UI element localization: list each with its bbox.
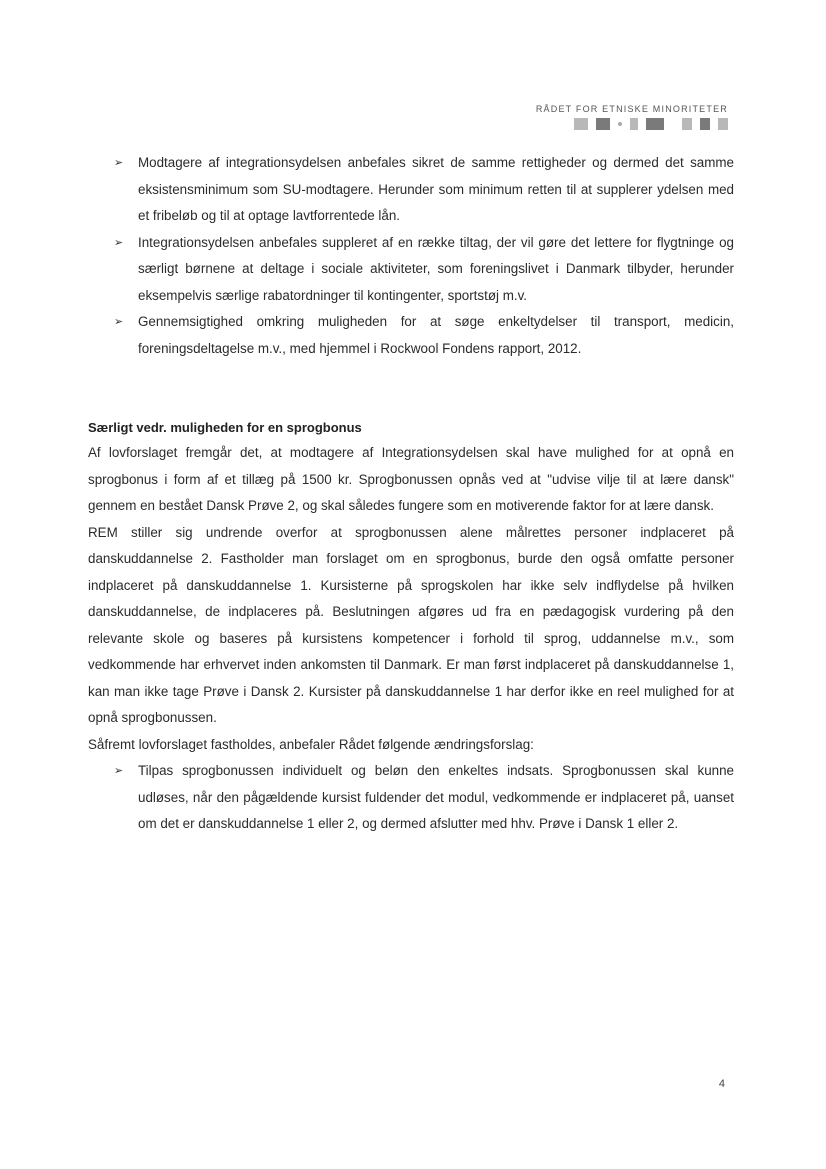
arrow-bullet-icon: ➢ (114, 765, 124, 777)
arrow-bullet-icon: ➢ (114, 157, 124, 169)
logo-block (718, 118, 728, 130)
logo-block (700, 118, 710, 130)
logo-block (630, 118, 638, 130)
list-item: ➢ Integrationsydelsen anbefales suppleret af en række tiltag, der vil gøre det lettere for flygtninge og særligt børnene at deltage i sociale aktiviteter, som foreningslivet i Danmark tilbyder, herunder eksempelvis særlige rabatordninger til kontingenter, sportstøj m.v. (88, 230, 734, 310)
logo-block (682, 118, 692, 130)
document-header (536, 104, 728, 131)
document-body (88, 150, 734, 838)
paragraph: REM stiller sig undrende overfor at sprogbonussen alene målrettes personer indplaceret på danskuddannelse 2. Fastholder man forslaget om en sprogbonus, burde den også omfatte personer indplaceret på danskuddannelse 1. Kursisterne på sprogskolen har ikke selv indflydelse på hvilken danskuddannelse, de indplaceres på. Beslutningen afgøres ud fra en pædagogisk vurdering på den relevante skole og baseres på kursistens kompetencer i forhold til sprog, uddannelse m.v., som vedkommende har erhvervet inden ankomsten til Danmark. Er man først indplaceret på danskuddannelse 1, kan man ikke tage Prøve i Dansk 2. Kursister på danskuddannelse 1 har derfor ikke en reel mulighed for at opnå sprogbonussen. (88, 524, 734, 725)
section-heading: Særligt vedr. muligheden for en sprogbonus (88, 420, 362, 435)
organization-logo-icon (536, 117, 728, 131)
amendment-list (88, 758, 734, 838)
list-item: ➢ Tilpas sprogbonussen individuelt og beløn den enkeltes indsats. Sprogbonussen skal kunne udløses, når den pågældende kursist fuldender det modul, vedkommende er indplaceret på, uanset om det er danskuddannelse 1 eller 2, og dermed afslutter med hhv. Prøve i Dansk 1 eller 2. (88, 758, 734, 838)
arrow-bullet-icon: ➢ (114, 316, 124, 328)
paragraph: Af lovforslaget fremgår det, at modtagere af Integrationsydelsen skal have mulighed for at opnå en sprogbonus i form af et tillæg på 1500 kr. Sprogbonussen opnås ved at "udvise vilje til at lære dansk" gennem en bestået Dansk Prøve 2, og skal således fungere som en motiverende faktor for at lære dansk. (88, 445, 734, 513)
list-item: ➢ Modtagere af integrationsydelsen anbefales sikret de samme rettigheder og dermed det samme eksistensminimum som SU-modtagere. Herunder som minimum retten til at supplerer ydelsen med et fribeløb og til at optage lavtforrentede lån. (88, 150, 734, 230)
organization-name: RÅDET FOR ETNISKE MINORITETER (535, 104, 728, 114)
logo-block (596, 118, 610, 130)
list-item: ➢ Gennemsigtighed omkring muligheden for at søge enkeltydelser til transport, medicin, foreningsdeltagelse m.v., med hjemmel i Rockwool Fondens rapport, 2012. (88, 309, 734, 362)
page-number: 4 (718, 1078, 725, 1090)
logo-dot (618, 122, 622, 126)
recommendation-list (88, 150, 734, 362)
paragraph: Såfremt lovforslaget fastholdes, anbefaler Rådet følgende ændringsforslag: (88, 736, 534, 752)
logo-block (646, 118, 664, 130)
arrow-bullet-icon: ➢ (114, 236, 124, 249)
logo-block (574, 118, 588, 130)
